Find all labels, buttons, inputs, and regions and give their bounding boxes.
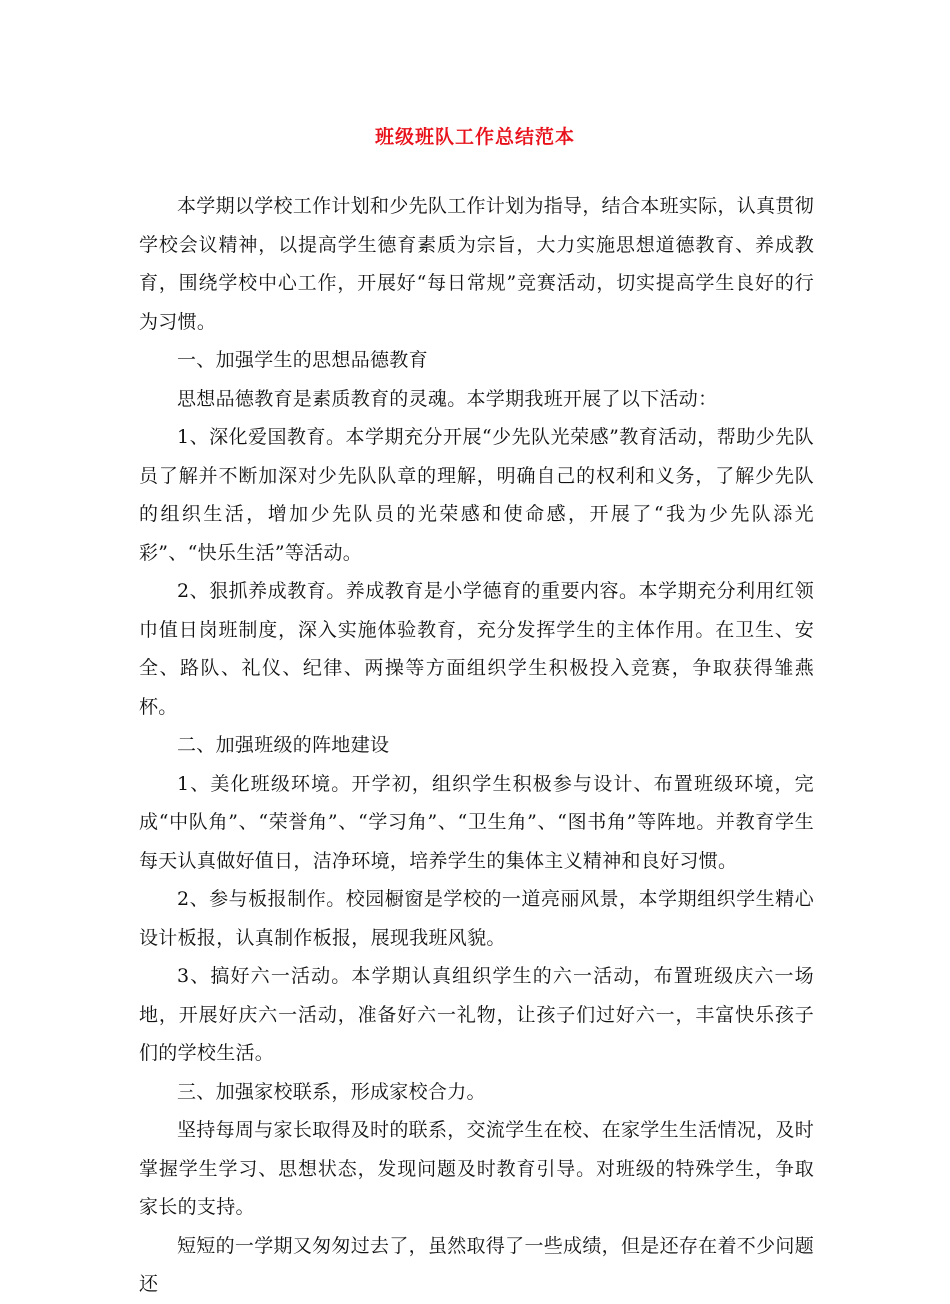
paragraph: 1、美化班级环境。开学初，组织学生积极参与设计、布置班级环境，完成“中队角”、“荣誉角”、“学习角”、“卫生角”、“图书角”等阵地。并教育学生每天认真做好值日，洁净环境，培养学生的集体主义精神和良好习惯。: [139, 772, 814, 872]
paragraph: 坚持每周与家长取得及时的联系，交流学生在校、在家学生生活情况，及时掌握学生学习、思想状态，发现问题及时教育引导。对班级的特殊学生，争取家长的支持。: [139, 1119, 814, 1218]
paragraph-intro: 本学期以学校工作计划和少先队工作计划为指导，结合本班实际，认真贯彻学校会议精神，以提高学生德育素质为宗旨，大力实施思想道德教育、养成教育，围绕学校中心工作，开展好“每日常规”竞赛活动，切实提高学生良好的行为习惯。: [139, 195, 814, 333]
document-title: 班级班队工作总结范本: [374, 126, 575, 148]
section-heading-1: 一、加强学生的思想品德教育: [177, 349, 428, 371]
document-body: [139, 187, 814, 1304]
paragraph: 2、参与板报制作。校园橱窗是学校的一道亮丽风景，本学期组织学生精心设计板报，认真制作板报，展现我班风貌。: [139, 888, 814, 949]
paragraph: 2、狠抓养成教育。养成教育是小学德育的重要内容。本学期充分利用红领巾值日岗班制度，深入实施体验教育，充分发挥学生的主体作用。在卫生、安全、路队、礼仪、纪律、两操等方面组织学生积极投入竞赛，争取获得雏燕杯。: [139, 580, 814, 718]
paragraph: 3、搞好六一活动。本学期认真组织学生的六一活动，布置班级庆六一场地，开展好庆六一活动，准备好六一礼物，让孩子们过好六一，丰富快乐孩子们的学校生活。: [139, 965, 814, 1064]
paragraph: 思想品德教育是素质教育的灵魂。本学期我班开展了以下活动：: [177, 387, 718, 410]
paragraph: 1、深化爱国教育。本学期充分开展“少先队光荣感”教育活动，帮助少先队员了解并不断加深对少先队队章的理解，明确自己的权利和义务，了解少先队的组织生活，增加少先队员的光荣感和使命感，开展了“我为少先队添光彩”、“快乐生活”等活动。: [139, 426, 814, 564]
section-heading-2: 二、加强班级的阵地建设: [177, 734, 390, 756]
paragraph: 短短的一学期又匆匆过去了，虽然取得了一些成绩，但是还存在着不少问题还: [139, 1234, 814, 1295]
section-heading-3: 三、加强家校联系，形成家校合力。: [177, 1080, 486, 1103]
